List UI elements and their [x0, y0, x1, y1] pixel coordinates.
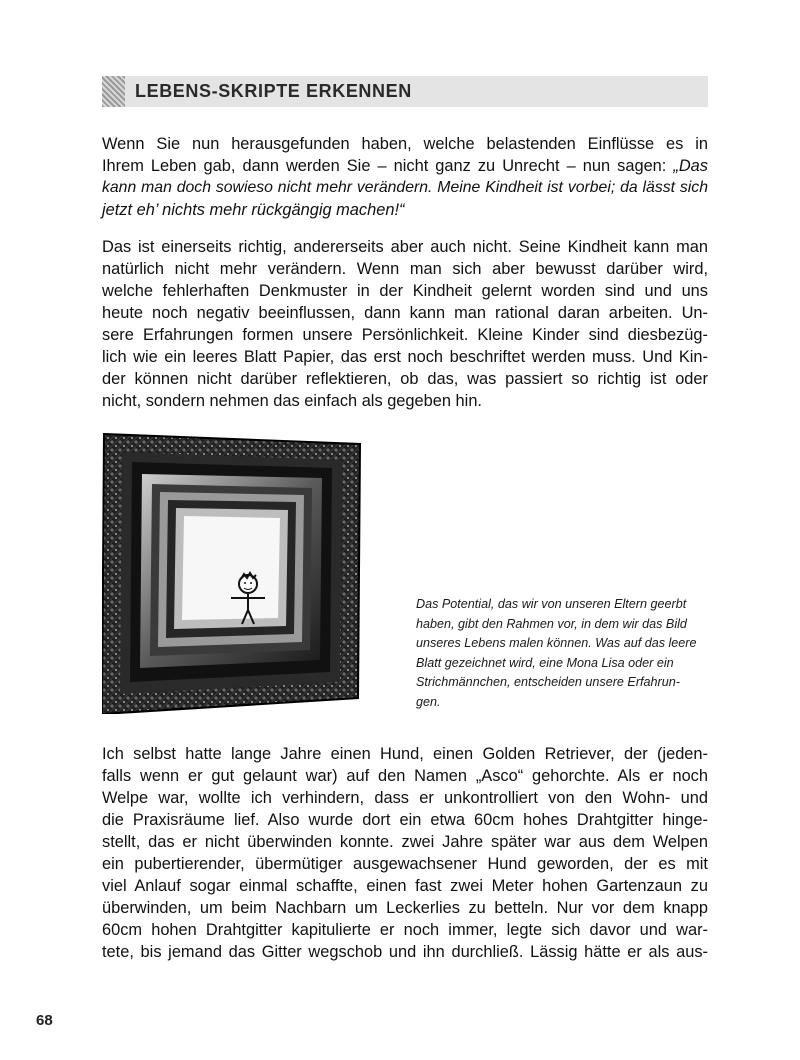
caption-line: Blatt gezeichnet wird, eine Mona Lisa oder ein: [416, 655, 674, 670]
section-title: LEBENS-SKRIPTE ERKENNEN: [135, 81, 412, 101]
paragraph-line: der können nicht darüber reflektieren, ob das, was passiert so richtig ist oder: [102, 370, 708, 388]
caption-line: Strichmännchen, entscheiden unsere Erfahrun-: [416, 675, 680, 689]
paragraph-line: falls wenn er gut gelaunt war) auf den Namen „Asco“ gehorchte. Als er noch: [102, 767, 708, 785]
paragraph-line: lich wie ein leeres Blatt Papier, das erst noch beschriftet werden muss. Und Kin-: [102, 348, 708, 366]
paragraph-line: heute noch negativ beeinflussen, dann kann man rational daran arbeiten. Un-: [102, 304, 708, 322]
paragraph-line: tete, bis jemand das Gitter wegschob und ihn durchließ. Lässig hätte er als aus-: [102, 943, 708, 961]
paragraph-line: die Praxisräume lief. Also wurde dort ein etwa 60cm hohes Drahtgitter hinge-: [102, 811, 708, 829]
caption-line: haben, gibt den Rahmen vor, in dem wir das Bild: [416, 616, 687, 631]
paragraph-line: sere Erfahrungen formen unsere Persönlichkeit. Kleine Kinder sind diesbezüg-: [102, 326, 708, 344]
caption-line: gen.: [416, 694, 441, 709]
frame-canvas: [182, 516, 280, 620]
intro-line-2-quote: „Das: [673, 157, 708, 175]
paragraph-dog-story: [102, 743, 708, 963]
paragraph-line: Welpe war, wollte ich verhindern, dass er unkontrolliert von den Wohn- und: [102, 789, 708, 807]
paragraph-line: natürlich nicht mehr verändern. Wenn man sich aber bewusst darüber wird,: [102, 260, 708, 278]
paragraph-line: nicht, sondern nehmen das einfach als gegeben hin.: [102, 392, 482, 410]
paragraph-line: Das ist einerseits richtig, andererseits aber auch nicht. Seine Kindheit kann man: [102, 238, 708, 256]
intro-paragraph: [102, 133, 708, 221]
intro-line-2: [102, 155, 708, 177]
paragraph-line: viel Anlauf sogar einmal schaffte, einen fast zwei Meter hohen Gartenzaun zu: [102, 877, 708, 895]
figure-caption: [416, 595, 706, 712]
paragraph-line: stellt, das er nicht überwinden konnte. zwei Jahre später war aus dem Welpen: [102, 833, 708, 851]
caption-line: unseres Lebens malen können. Was auf das leere: [416, 636, 697, 650]
paragraph-line: ein pubertierender, übermütiger ausgewachsener Hund geworden, der es mit: [102, 855, 708, 873]
heading-ornament: [102, 76, 125, 107]
intro-line-1: Wenn Sie nun herausgefunden haben, welche belastenden Einflüsse es in: [102, 135, 708, 153]
intro-line-4: jetzt eh’ nichts mehr rückgängig machen!“: [102, 201, 405, 219]
paragraph-line: Ich selbst hatte lange Jahre einen Hund, einen Golden Retriever, der (jeden-: [102, 745, 708, 763]
intro-line-2-text: Ihrem Leben gab, dann werden Sie – nicht ganz zu Unrecht – nun sagen:: [102, 157, 674, 175]
paragraph-line: 60cm hohen Drahtgitter kapitulierte er noch immer, legte sich davor und war-: [102, 921, 708, 939]
paragraph-line: überwinden, um beim Nachbarn um Leckerlies zu betteln. Nur vor dem knapp: [102, 899, 708, 917]
paragraph-line: welche fehlerhaften Denkmuster in der Kindheit gelernt worden sind und uns: [102, 282, 708, 300]
paragraph-childhood: [102, 236, 708, 412]
section-heading: [102, 76, 708, 107]
page-number: 68: [36, 1012, 53, 1029]
caption-line: Das Potential, das wir von unseren Eltern geerbt: [416, 597, 687, 611]
picture-frame-illustration: [102, 432, 364, 714]
intro-line-3: kann man doch sowieso nicht mehr verändern. Meine Kindheit ist vorbei; da lässt sich: [102, 179, 708, 196]
